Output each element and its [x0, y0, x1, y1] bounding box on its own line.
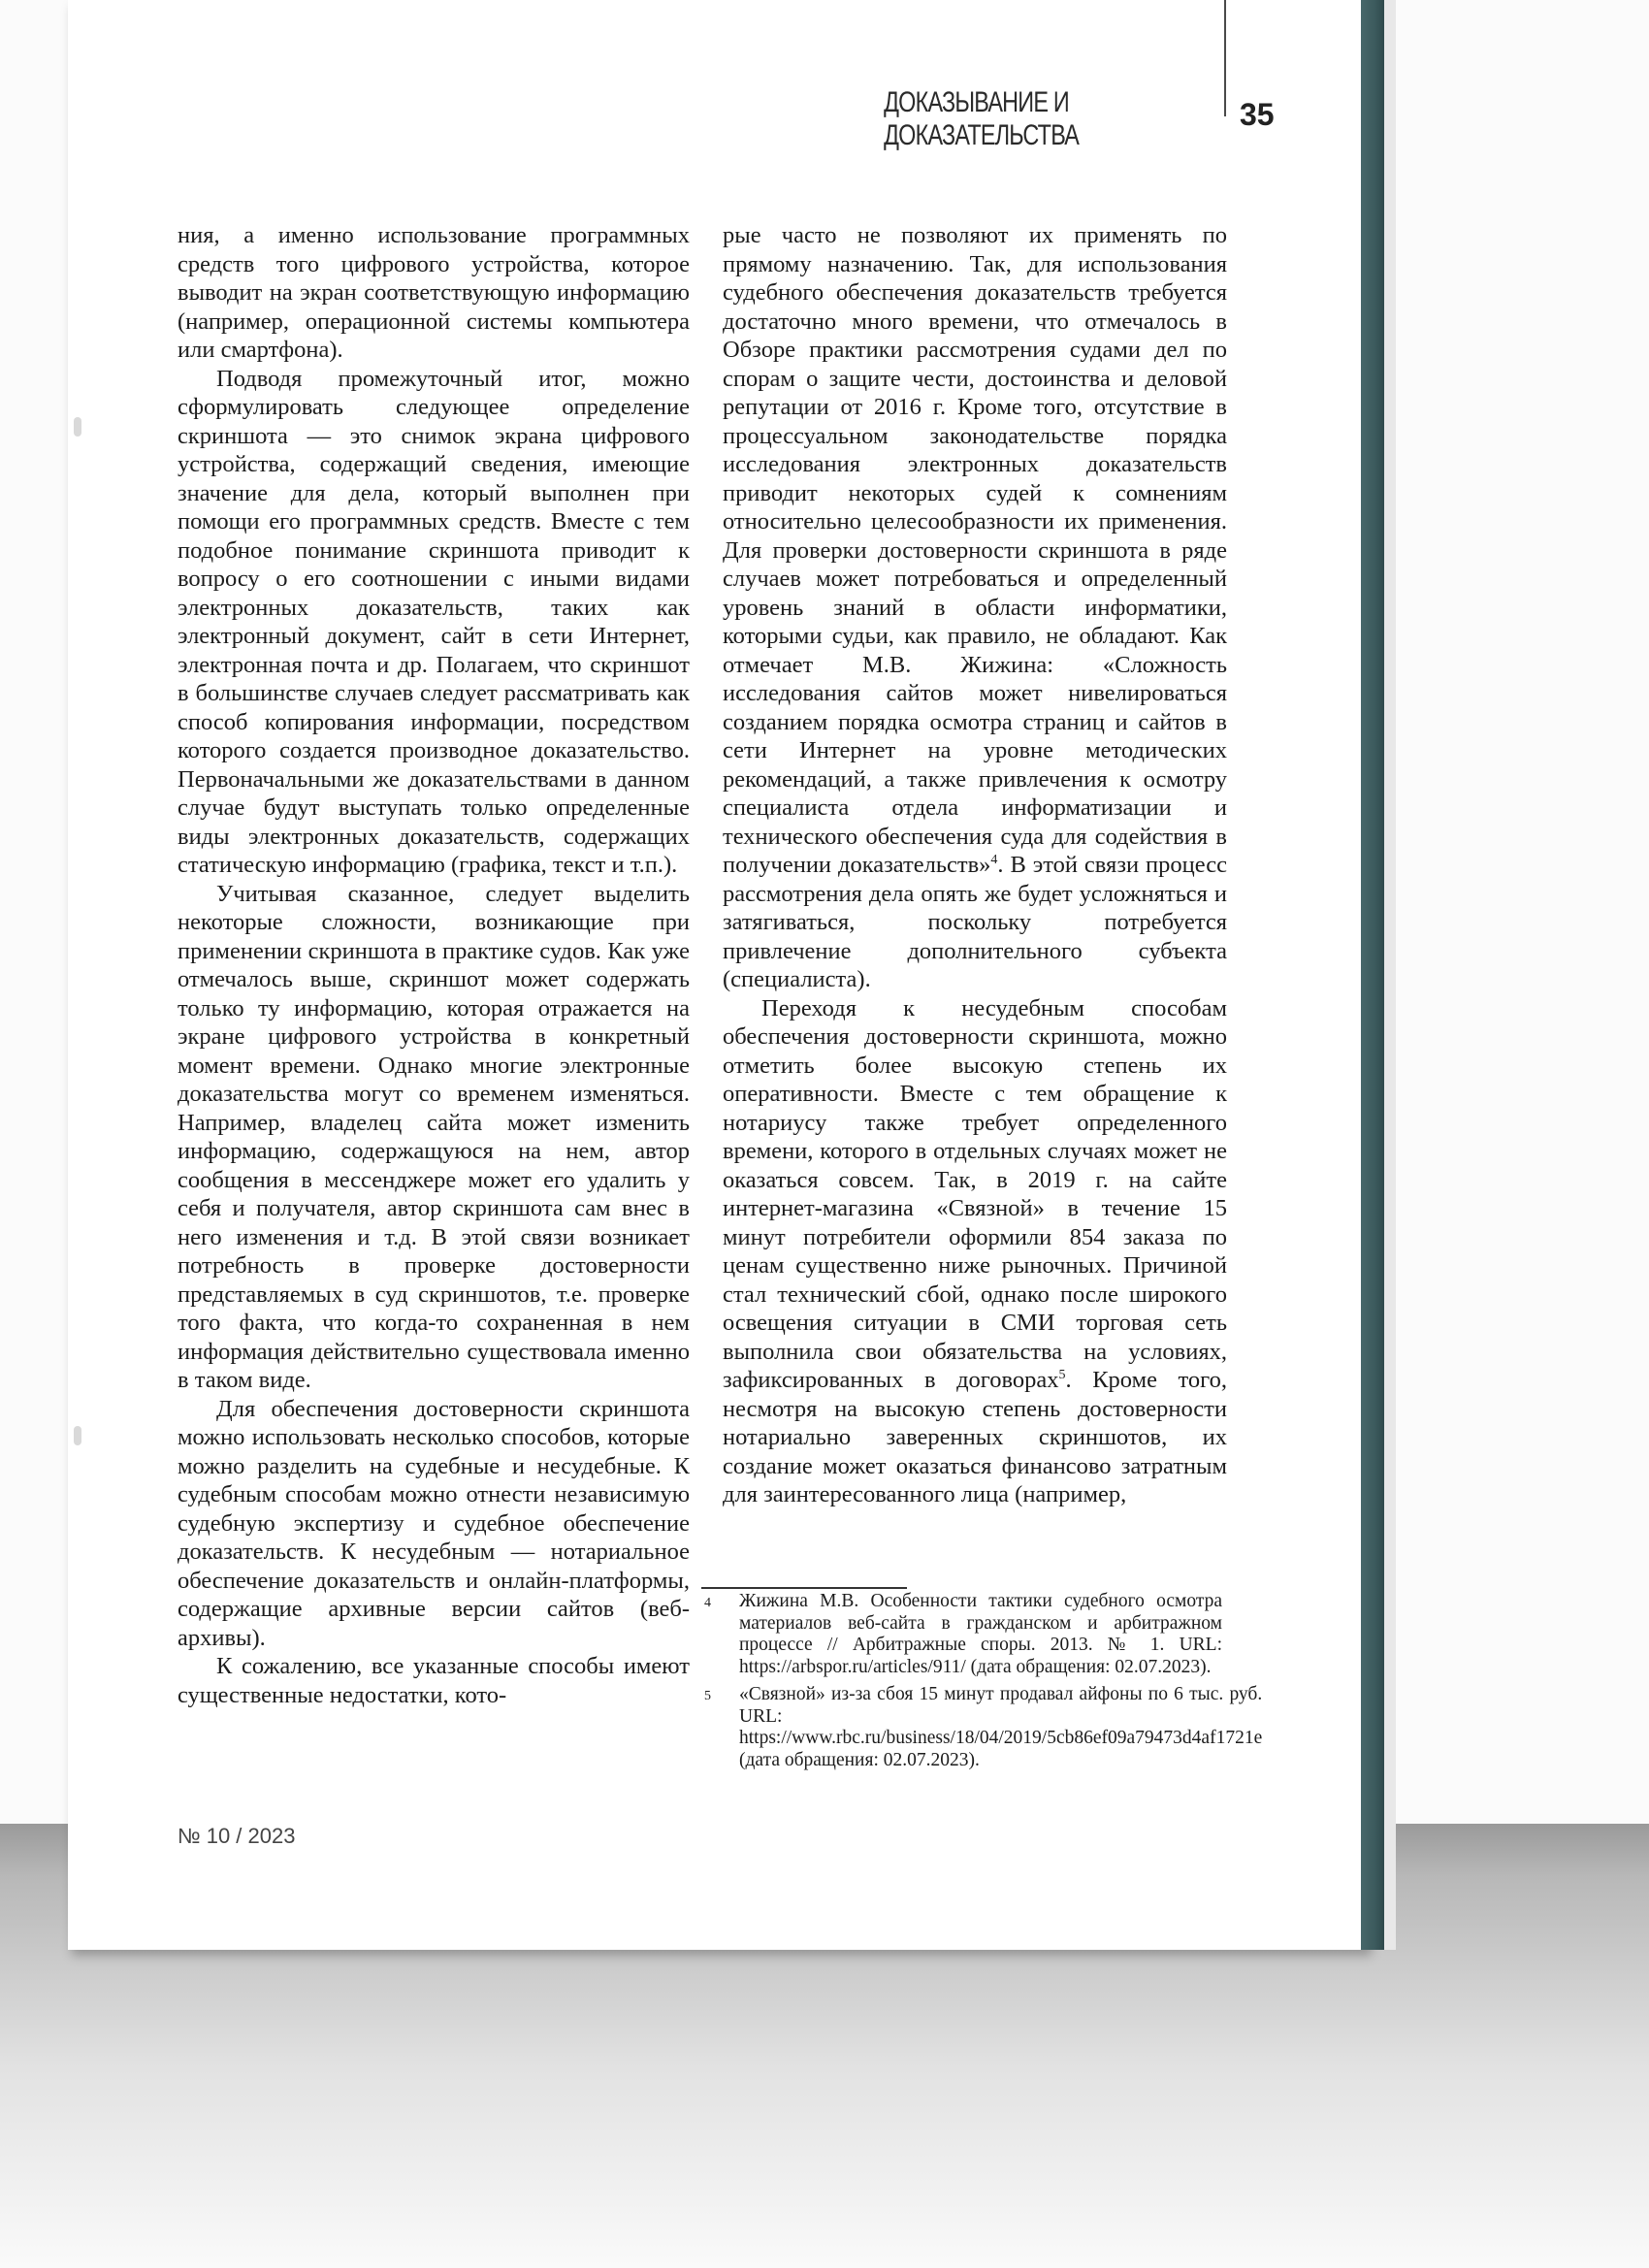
footnote [698, 1684, 1263, 1771]
paragraph-text: . Кроме того, несмотря на высокую степень достоверности нотариально заверенных скриншотов, их создание может оказаться финансово затратным для заинтересованного лица (например, [723, 1367, 1227, 1507]
paragraph: Учитывая сказанное, следует выделить некоторые сложности, возникающие при применении скриншота в практике судов. Как уже отмечалось выше, скриншот может содержать только ту информацию, которая отражается на экране цифрового устройства в конкретный момент времени. Однако многие электронные доказательства могут со временем изменяться. Например, владелец сайта может изменить информацию, содержащуюся на нем, автор сообщения в мессенджере может его удалить у себя и получателя, автор скриншота сам внес в него изменения и т.д. В этой связи возникает потребность в проверке достоверности представляемых в суд скриншотов, т.е. проверке того факта, что когда-то сохраненная в нем информация действительно существовала именно в таком виде. [178, 880, 690, 1393]
page-number: 35 [1240, 97, 1275, 132]
paragraph [723, 994, 1227, 1509]
issue-number: № 10 / 2023 [178, 1824, 296, 1848]
footnote-text: «Связной» из-за сбоя 15 минут продавал айфоны по 6 тыс. руб. URL: https://www.rbc.ru/business/18/04/2019/5cb86ef09a79473d4af1721e (дата обращения: 02.07.2023). [739, 1684, 1263, 1770]
paragraph: Для обеспечения достоверности скриншота можно использовать несколько способов, которые можно разделить на судебные и несудебные. К судебным способам можно отнести независимую судебную экспертизу и судебное обеспечение доказательств. К несудебным — нотариальное обеспечение доказательств и онлайн-платформы, содержащие архивные версии сайтов (веб-архивы). [178, 1395, 690, 1651]
right-column [723, 221, 1227, 1509]
paragraph-text: рые часто не позволяют их применять по прямому назначению. Так, для использования судебного обеспечения доказательств требуется достаточно много времени, что отмечалось в Обзоре практики рассмотрения судами дел по спорам о защите чести, достоинства и деловой репутации от 2016 г. Кроме того, отсутствие в процессуальном законодательстве порядка исследования электронных доказательств приводит некоторых судей к сомнениям относительно целесообразности их применения. Для проверки достоверности скриншота в ряде случаев может потребоваться и определенный уровень знаний в области информатики, которыми судьи, как правило, не обладают. Как отмечает М.В. Жижина: «Сложность исследования сайтов может нивелироваться созданием порядка осмотра страниц и сайтов в сети Интернет на уровне методических рекомендаций, а также привлечения к осмотру специалиста отдела информатизации и технического обеспечения суда для содействия в получении доказательств» [723, 222, 1227, 878]
page-edge [1384, 0, 1396, 1950]
binding-hole [74, 417, 81, 437]
cover-spine [1361, 0, 1384, 1950]
footnote-number: 4 [704, 1596, 711, 1610]
footnote [698, 1591, 1222, 1678]
paragraph: ния, а именно использование программных средств того цифрового устройства, которое выводит на экран соответствующую информацию (например, операционной системы компьютера или смартфона). [178, 222, 690, 363]
footnote-ref: 5 [1058, 1367, 1066, 1382]
paragraph: К сожалению, все указанные способы имеют существенные недостатки, кото- [178, 1653, 690, 1708]
footnotes [698, 1591, 1263, 1777]
running-header [776, 86, 1266, 151]
footnote-number: 5 [704, 1689, 711, 1703]
footnote-separator [701, 1587, 907, 1589]
paragraph [723, 221, 1227, 994]
footnote-text: Жижина М.В. Особенности тактики судебного осмотра материалов веб-сайта в гражданском и арбитражном процессе // Арбитражные споры. 2013. № 1. URL: https://arbspor.ru/articles/911/ (дата обращения: 02.07.2023). [739, 1591, 1222, 1677]
footnote-ref: 4 [990, 852, 998, 867]
left-column [178, 221, 690, 1709]
binding-hole [74, 1426, 81, 1445]
paragraph-text: Переходя к несудебным способам обеспечения достоверности скриншота, можно отметить более высокую степень их оперативности. Вместе с тем обращение к нотариусу также требует определенного времени, которого в отдельных случаях может не оказаться совсем. Так, в 2019 г. на сайте интернет-магазина «Связной» в течение 15 минут потребители оформили 854 заказа по ценам существенно ниже рыночных. Причиной стал технический сбой, однако после широкого освещения ситуации в СМИ торговая сеть выполнила свои обязательства на условиях, зафиксированных в договорах [723, 994, 1227, 1393]
section-title: ДОКАЗЫВАНИЕ И ДОКАЗАТЕЛЬСТВА [884, 86, 1080, 151]
paragraph-text: . В этой связи процесс рассмотрения дела опять же будет усложняться и затягиваться, поскольку потребуется привлечение дополнительного субъекта (специалиста). [723, 852, 1227, 992]
paragraph: Подводя промежуточный итог, можно сформулировать следующее определение скриншота — это снимок экрана цифрового устройства, содержащий сведения, имеющие значение для дела, который выполнен при помощи его программных средств. Вместе с тем подобное понимание скриншота приводит к вопросу о его соотношении с иными видами электронных доказательств, таких как электронный документ, сайт в сети Интернет, электронная почта и др. Полагаем, что скриншот в большинстве случаев следует рассматривать как способ копирования информации, посредством которого создается производное доказательство. Первоначальными же доказательствами в данном случае будут выступать только определенные виды электронных доказательств, содержащих статическую информацию (графика, текст и т.п.). [178, 365, 690, 878]
